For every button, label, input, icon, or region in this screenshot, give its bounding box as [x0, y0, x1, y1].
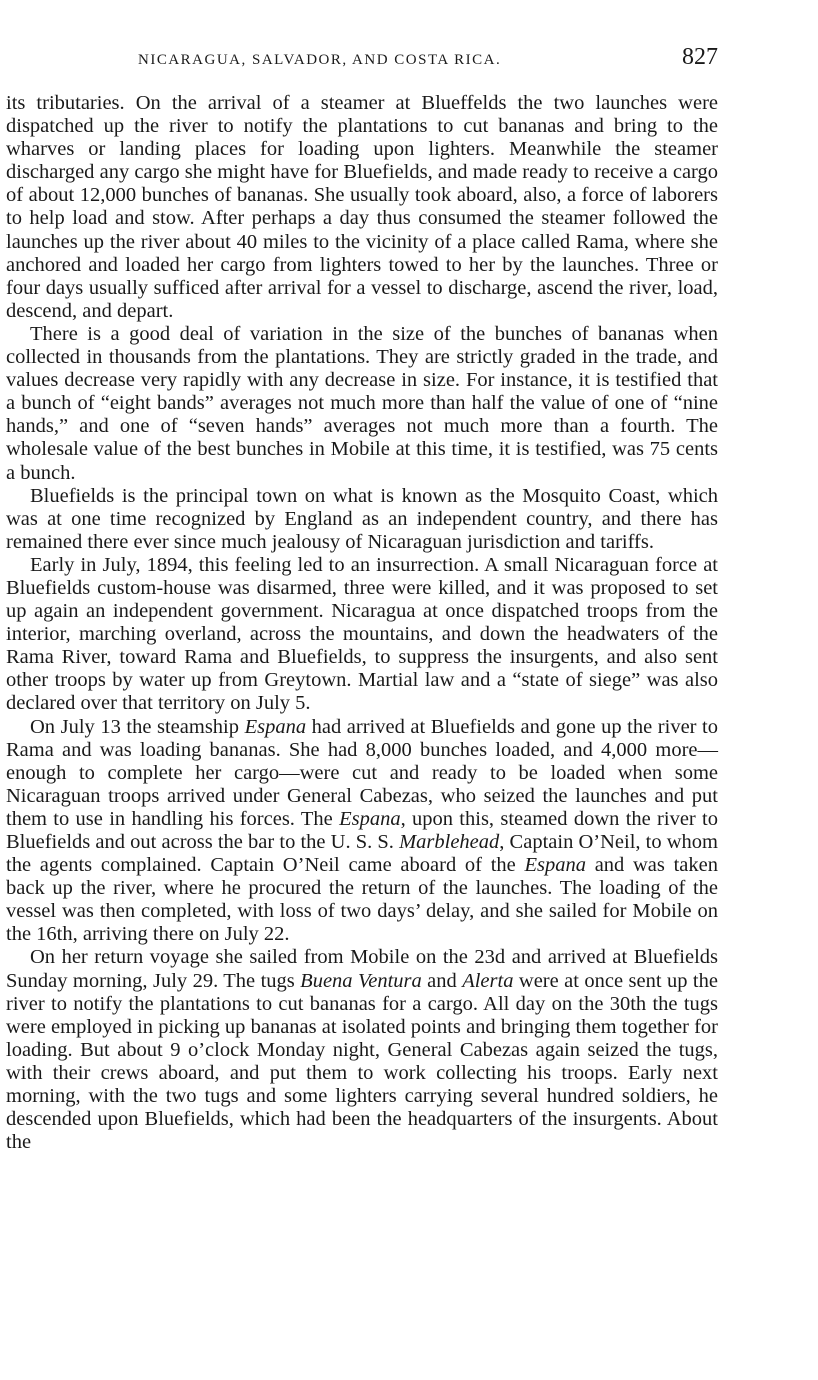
- vessel-name: Buena Ventura: [300, 969, 422, 992]
- text-run: Bluefields is the principal town on what is known as the Mosquito Coast, which was at one time recognized by England as an independent country, and there has remained there ever since much jealousy of Nicaraguan jurisdiction and tariffs.: [6, 484, 718, 553]
- text-run: Early in July, 1894, this feeling led to an insurrection. A small Nicaraguan force at Bluefields custom-house was disarmed, three were killed, and it was proposed to set up again an independent government. Nicaragua at once dispatched troops from the interior, marching overland, across the mountains, and down the headwaters of the Rama River, toward Rama and Bluefields, to suppress the insurgents, and also sent other troops by water up from Greytown. Martial law and a “state of siege” was also declared over that territory on July 5.: [6, 553, 718, 715]
- vessel-name: Espana: [524, 854, 586, 877]
- text-run: and was taken back up the river, where he procured the return of the launches. The loading of the vessel was then completed, with loss of two days’ delay, and she sailed for Mobile on the 16th, arriving there on July 22.: [6, 854, 718, 946]
- body-text: [6, 92, 718, 1154]
- paragraph: [6, 323, 718, 485]
- text-run: , Captain O’Neil, to whom the agents complained. Captain O’Neil came aboard of the: [6, 831, 718, 877]
- running-head: [6, 44, 718, 92]
- text-run: and: [421, 969, 463, 992]
- text-run: There is a good deal of variation in the size of the bunches of bananas when collected in thousands from the plantations. They are strictly graded in the trade, and values decrease very rapidly with any decrease in size. For instance, it is testified that a bunch of “eight bands” averages not much more than half the value of one of “nine hands,” and one of “seven hands” averages not much more than a fourth. The wholesale value of the best bunches in Mobile at this time, it is testified, was 75 cents a bunch.: [6, 322, 718, 484]
- paragraph: [6, 92, 718, 323]
- text-run: , upon this, steamed down the river to Bluefields and out across the bar to the U. S. S.: [6, 807, 719, 853]
- paragraph: [6, 554, 718, 716]
- page-number: 827: [682, 44, 718, 70]
- vessel-name: Espana: [339, 807, 401, 830]
- paragraph: [6, 946, 718, 1154]
- vessel-name: Espana: [244, 715, 307, 738]
- text-run: were at once sent up the river to notify the plantations to cut bananas for a cargo. All day on the 30th the tugs were employed in picking up bananas at isolated points and bringing them together for loading. But about 9 o’clock Monday night, General Cabezas again seized the tugs, with their crews aboard, and put them to work collecting his troops. Early next morning, with the two tugs and some lighters carrying several hundred soldiers, he descended upon Bluefields, which had been the headquarters of the insurgents. About the: [6, 969, 718, 1154]
- running-title: NICARAGUA, SALVADOR, AND COSTA RICA.: [138, 52, 502, 68]
- text-run: its tributaries. On the arrival of a steamer at Blueffelds the two launches were dispatched up the river to notify the plantations to cut bananas and bring to the wharves or landing places for loading upon lighters. Meanwhile the steamer discharged any cargo she might have for Bluefields, and made ready to receive a cargo of about 12,000 bunches of bananas. She usually took aboard, also, a force of laborers to help load and stow. After perhaps a day thus consumed the steamer followed the launches up the river about 40 miles to the vicinity of a place called Rama, where she anchored and loaded her cargo from lighters towed to her by the launches. Three or four days usually sufficed after arrival for a vessel to discharge, ascend the river, load, descend, and depart.: [6, 92, 718, 322]
- text-run: On her return voyage she sailed from Mobile on the 23d and arrived at Bluefields Sunday morning, July 29. The tugs: [6, 946, 718, 992]
- text-run: On July 13 the steamship: [30, 715, 245, 738]
- paragraph: [6, 716, 718, 947]
- vessel-name: Marblehead: [399, 831, 500, 853]
- paragraph: [6, 485, 718, 554]
- vessel-name: Alerta: [462, 969, 514, 992]
- text-run: had arrived at Bluefields and gone up the river to Rama and was loading bananas. She had 8,000 bunches loaded, and 4,000 more—enough to complete her cargo—were cut and ready to be loaded when some Nicaraguan troops arrived under General Cabezas, who seized the launches and put them to use in handling his forces. The: [6, 715, 718, 830]
